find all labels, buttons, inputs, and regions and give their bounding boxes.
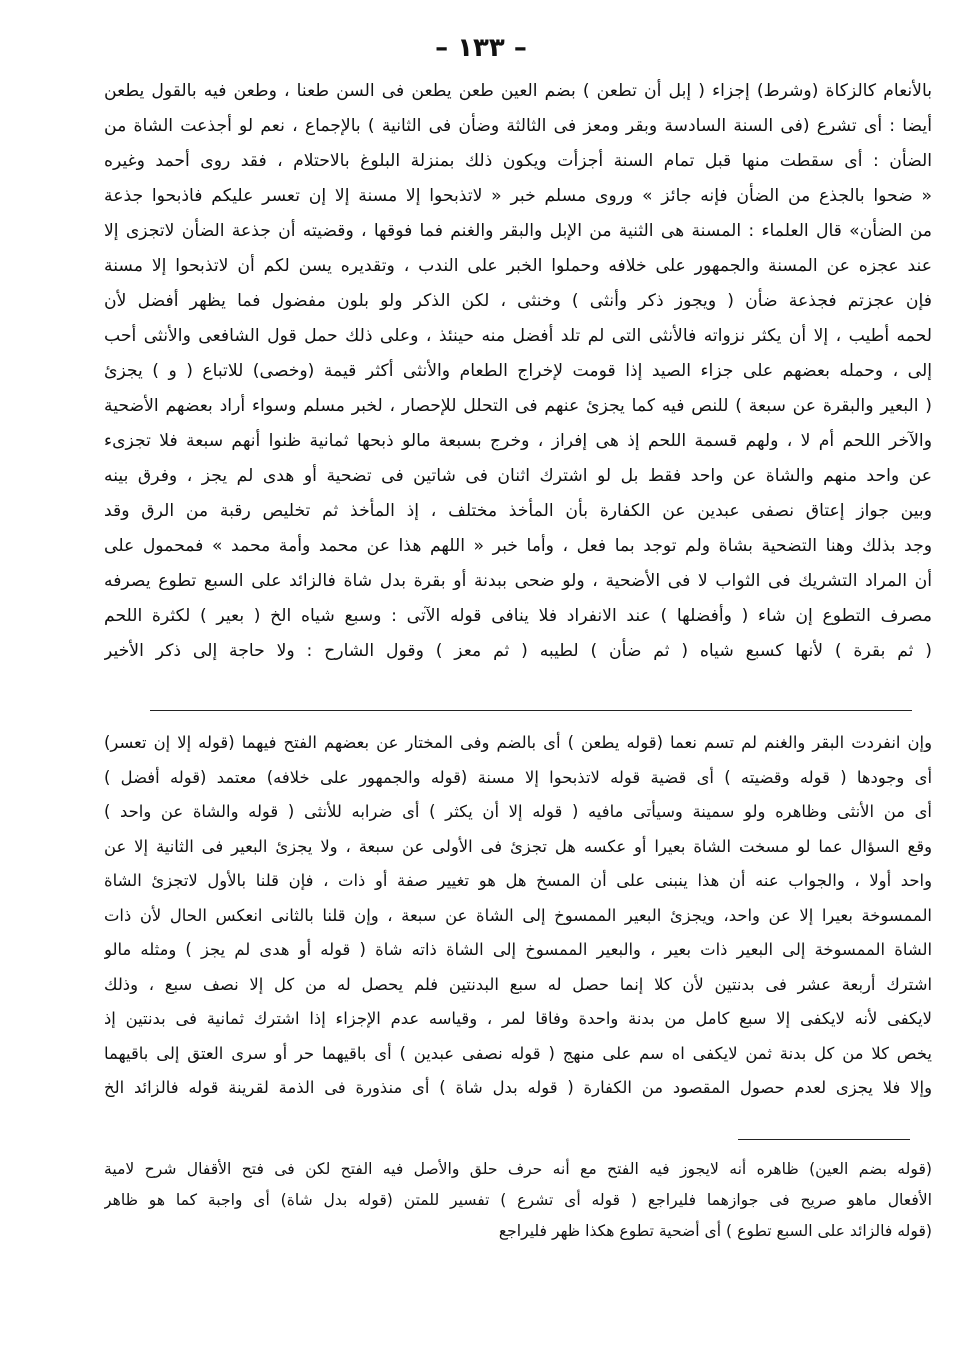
margin-note-line: وقع السؤال عما لو مسخت الشاة بعيرا أو عكسه هل تجزئ فى الأولى عن سبعة ، ولا يجزئ البعير فى الثانية إلا عن <box>104 836 932 856</box>
margin-note-line: وإن انفردت البقر والغنم لم تسم نعما (قوله يطعن ) أى بالضم وفى المختار عن بعضهم الفتح فيهما (قوله إلا إن تعسر) <box>104 733 932 752</box>
footnote-line: الأفعال ماهو صريح فى جوازهما فليراجع ( قوله أى تشرع ) تفسير للمتن (قوله بدل شاة) أى واجبة كما هو ظاهر <box>104 1191 932 1209</box>
page-number: – ١٣٣ – <box>435 33 527 63</box>
main-text-line: أيضا : أى تشرع (فى السنة السادسة وبقر ومعز فى الثالثة وضأن فى الثانية ) بالإجماع ، نعم لو أجذعت الشاة من <box>104 116 932 136</box>
margin-notes-divider <box>150 710 912 711</box>
footnotes <box>104 1154 932 1247</box>
main-text-line: « ضحوا بالجذع من الضأن فإنه جائز » وروى مسلم خبر « لاتذبحوا إلا مسنة إلا إن تعسر عليكم فاذبحوا جذعة <box>104 186 932 206</box>
margin-note-line: أى وجودها ( قوله وقضيته ) أى قضية قوله لاتذبحوا إلا مسنة (قوله والجمهور على خلافه) معتمد (قوله أفضل ) <box>104 767 932 787</box>
margin-note-line: يخص كلا من كل بدنة ثمن لايكفى اه سم على منهج ( قوله نصفى عبدين ) أى باقيهما حر أو سرى العتق إلى باقيهما <box>104 1043 932 1063</box>
main-text-line: مصرف التطوع إن شاء ( وأفضلها ) عند الانفراد فلا ينافى قوله الآتى : وسبع شياه الخ ( بعير ) لكثرة اللحم <box>104 606 932 626</box>
main-text-line: الضأن : أى سقطت منها قبل تمام السنة أجزأت ويكون ذلك بمنزلة البلوغ بالاحتلام ، فقد روى أحمد وغيره <box>104 151 932 171</box>
margin-note-line: واحد أولا ، والجواب عنه أن هذا ينبنى على أن المسخ هل هو تغيير صفة أو ذات ، فإن قلنا بالأول لاتجزئ الشاة <box>104 871 932 890</box>
main-text-line: عن واحد منهم والشاة عن واحد فقط بل لو اشترك اثنان فى شاتين فى تضحية أو هدى لم يجز ، وفرق بينه <box>104 466 932 486</box>
margin-note-line: الشاة الممسوخة إلى البعير ذات بعير ، والبعير الممسوخ إلى الشاة ذاته شاة ( قوله أو هدى لم يجز ) ومثله مالو <box>104 940 932 959</box>
main-text-line: ( ثم بقرة ) لأنها كسبع شياه ( ثم ضأن ) لطيبه ( ثم معز ) وقول الشارح : ولا حاجة إلى ذكر الأخير <box>104 641 932 661</box>
footnote-line: (قوله بضم العين) ظاهره أنه لايجوز فيه الفتح مع أنه حرف حلق والأصل فيه الفتح لكن فى فتح الأقفال شرح لامية <box>104 1160 932 1178</box>
main-text-line: بالأنعام كالزكاة (وشرط) إجزاء ( إبل أن تطعن ) بضم العين طعن يطعن فى السن طعنا ، وطعن فيه بالقول يطعن <box>104 81 932 101</box>
margin-note-line: وإلا فلا يجزى لعدم حصول المقصود من الكفارة ( قوله بدل شاة ) أى منذورة فى الذمة لقرينة قوله فالزائد الخ <box>104 1078 932 1097</box>
main-text-line: ( البعير والبقرة عن سبعة ) للنص فيه كما يجزئ عنهم فى التحلل للإحصار ، لخبر مسلم وسواء أراد بعضهم الأضحية <box>104 396 932 416</box>
main-text-line: وجد بذلك وهنا التضحية بشاة ولم توجد بما فعل ، وأما خبر « اللهم هذا عن محمد وأمة محمد » فمحمول على <box>104 536 932 556</box>
main-text-line: إلى ، وحمله بعضهم على جزاء الصيد إذا قومت لإخراج الطعام والأنثى أكثر قيمة (وخصى) للاتباع ( و ) يجزئ <box>104 361 932 381</box>
margin-note-line: لايكفى لأنه لايكفى إلا سبع كامل من بدنة واحدة وفاقا لمر ، وقياسه عدم الإجزاء إذا اشترك ثمانية فى بدنتين إذ <box>104 1009 932 1028</box>
main-text-line: عند عجزه عن المسنة والجمهور على خلافه وحملوا الخبر على الندب ، وتقديره يسن لكم أن لاتذبحوا إلا مسنة <box>104 256 932 276</box>
footnotes-divider <box>738 1139 910 1140</box>
footnote-line: (قوله فالزائد على السبع تطوع ) أى أضحية تطوع هكذا ظهر فليراجع <box>498 1222 932 1240</box>
main-text <box>104 74 932 669</box>
main-text-line: والآخر اللحم أم لا ، ولهم قسمة اللحم إذ هى إفراز ، وخرج بسبعة مالو ذبحها ثمانية ظنوا أنهم سبعة فلا تجزىء <box>104 431 932 451</box>
main-text-line: فإن عجزتم فجذعة ضأن ( ويجوز ذكر وأنثى ) وخنثى ، لكن الذكر ولو بلون مفضول فما يظهر أفضل لأن <box>104 291 932 311</box>
main-text-line: أن المراد التشريك فى الثواب لا فى الأضحية ، ولو ضحى ببدنة أو بقرة بدل شاة فالزائد على السبع تطوع يصرفه <box>104 571 932 591</box>
margin-note-line: أى من الأنثى وظاهره ولو سمينة وسيأتى مافيه ( قوله إلا أن يكثر ) أى ضرابه للأنثى ( قوله والشاة عن واحد ) <box>104 802 932 821</box>
margin-note-line: الممسوخة بعيرا إلا عن واحد، ويجزئ البعير الممسوخ إلى الشاة عن سبعة ، وإن قلنا بالثانى انعكس الحال لأن ذات <box>104 905 932 925</box>
margin-note-line: اشترك أربعة عشر فى بدنتين لأن كلا إنما حصل له سبع البدنتين فلم يحصل له من كل إلا نصف سبع ، وذلك <box>104 974 932 994</box>
main-text-line: من الضأن» قال العلماء : المسنة هى الثنية من الإبل والبقر والغنم فما فوقها ، وقضيته أن جذعة الضأن لاتجزى إلا <box>104 221 932 241</box>
main-text-line: وبين جواز إعتاق نصفى عبدين عن الكفارة بأن المأخذ مختلف ، إذ المأخذ ثم تخليص رقبة من الرق وقد <box>104 501 932 521</box>
margin-notes <box>104 726 932 1106</box>
main-text-line: لحمه أطيب ، إلا أن يكثر نزواته فالأنثى التى لم تلد أفضل منه حينئذ ، وعلى ذلك حمل قول الشافعى والأنثى أحب <box>104 326 932 346</box>
